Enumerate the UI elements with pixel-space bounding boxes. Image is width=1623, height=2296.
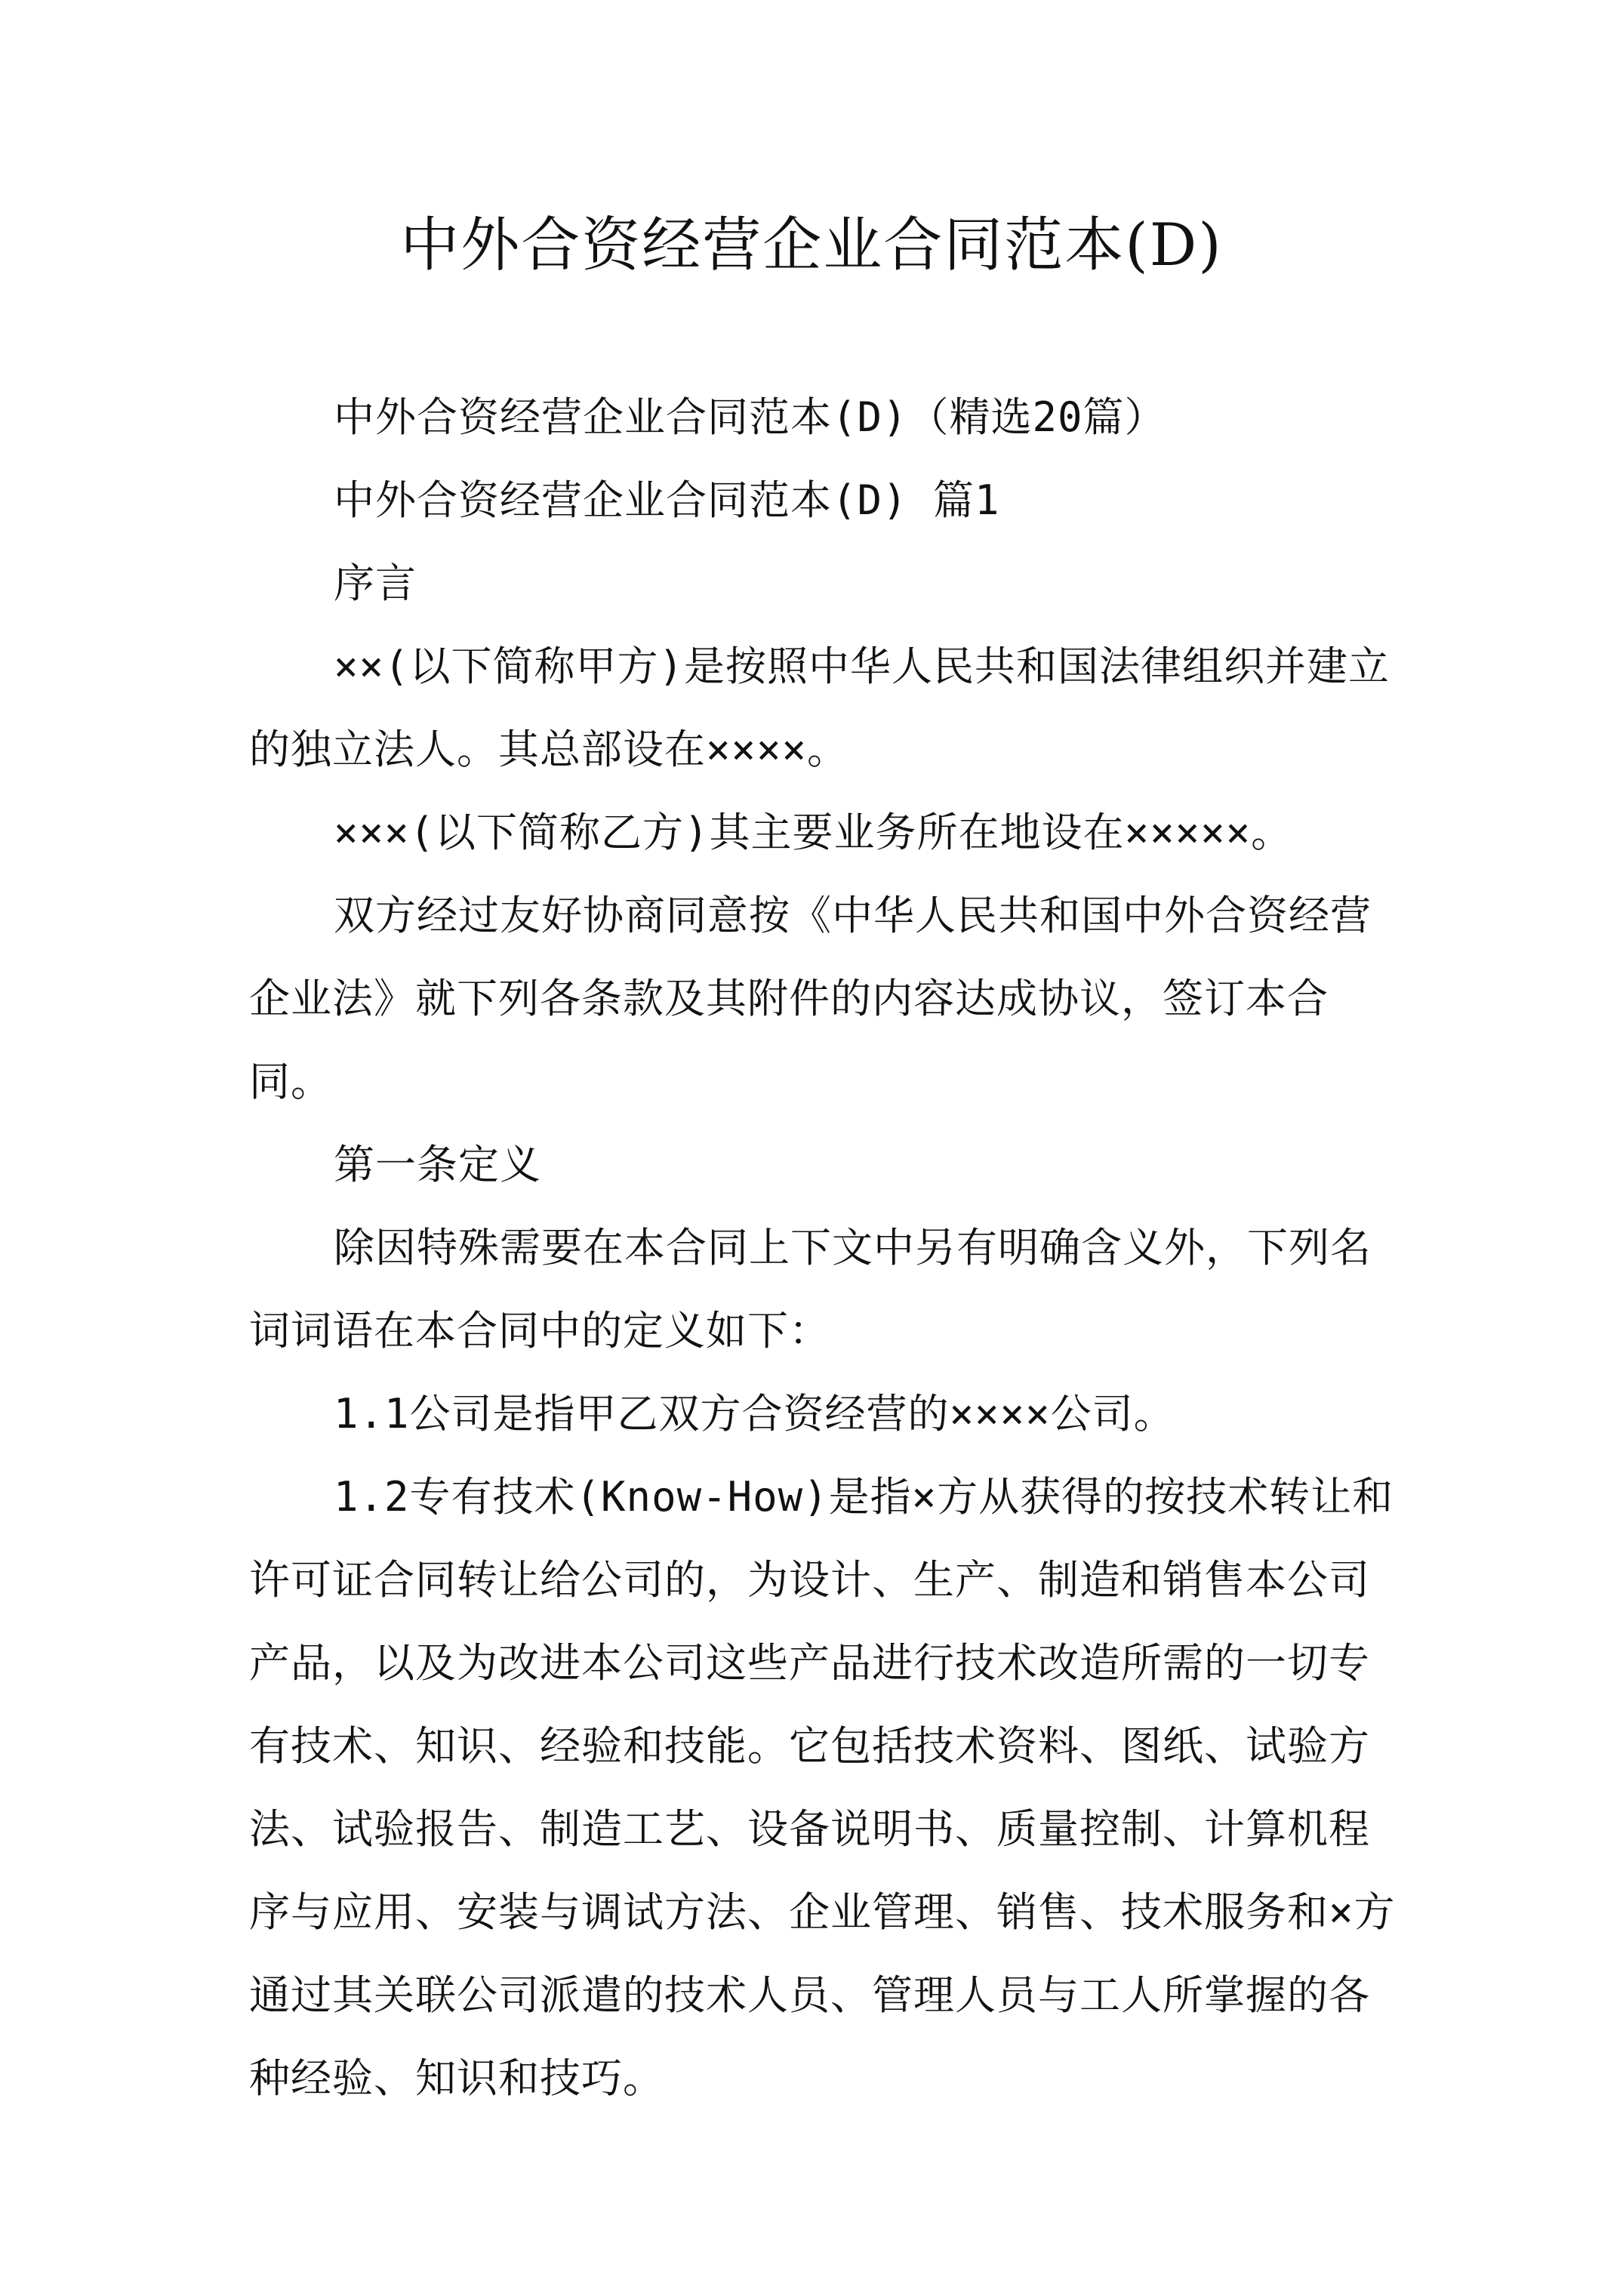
paragraph-definitions-intro: 除因特殊需要在本合同上下文中另有明确含义外，下列名词词语在本合同中的定义如下：: [249, 1224, 1372, 1354]
document-title: 中外合资经营企业合同范本(D): [400, 211, 1223, 279]
paragraph-party-a: ××(以下简称甲方)是按照中华人民共和国法律组织并建立的独立法人。其总部设在××××。: [249, 643, 1390, 773]
paragraph-article-one-heading: 第一条定义: [334, 1141, 541, 1188]
paragraph-definition-1-2: 1.2专有技术(Know-How)是指×方从获得的按技术转让和许可证合同转让给公司的，为设计、生产、制造和销售本公司产品，以及为改进本公司这些产品进行技术改造所需的一切专有技术、知识、经验和技能。它包括技术资料、图纸、试验方法、试验报告、制造工艺、设备说明书、质量控制、计算机程序与应用、安装与调试方法、企业管理、销售、技术服务和×方通过其关联公司派遣的技术人员、管理人员与工人所掌握的各种经验、知识和技巧。: [249, 1473, 1396, 2102]
paragraph-preface-heading: 序言: [334, 559, 417, 607]
paragraph-party-b: ×××(以下简称乙方)其主要业务所在地设在×××××。: [334, 809, 1293, 856]
paragraph-collection-heading: 中外合资经营企业合同范本(D)（精选20篇）: [334, 393, 1166, 441]
paragraph-definition-1-1: 1.1公司是指甲乙双方合资经营的××××公司。: [334, 1390, 1175, 1438]
paragraph-section-heading: 中外合资经营企业合同范本(D) 篇1: [334, 476, 1000, 524]
paragraph-agreement: 双方经过友好协商同意按《中华人民共和国中外合资经营企业法》就下列各条款及其附件的内容达成协议，签订本合同。: [249, 892, 1372, 1105]
document-body: [249, 376, 1397, 2120]
